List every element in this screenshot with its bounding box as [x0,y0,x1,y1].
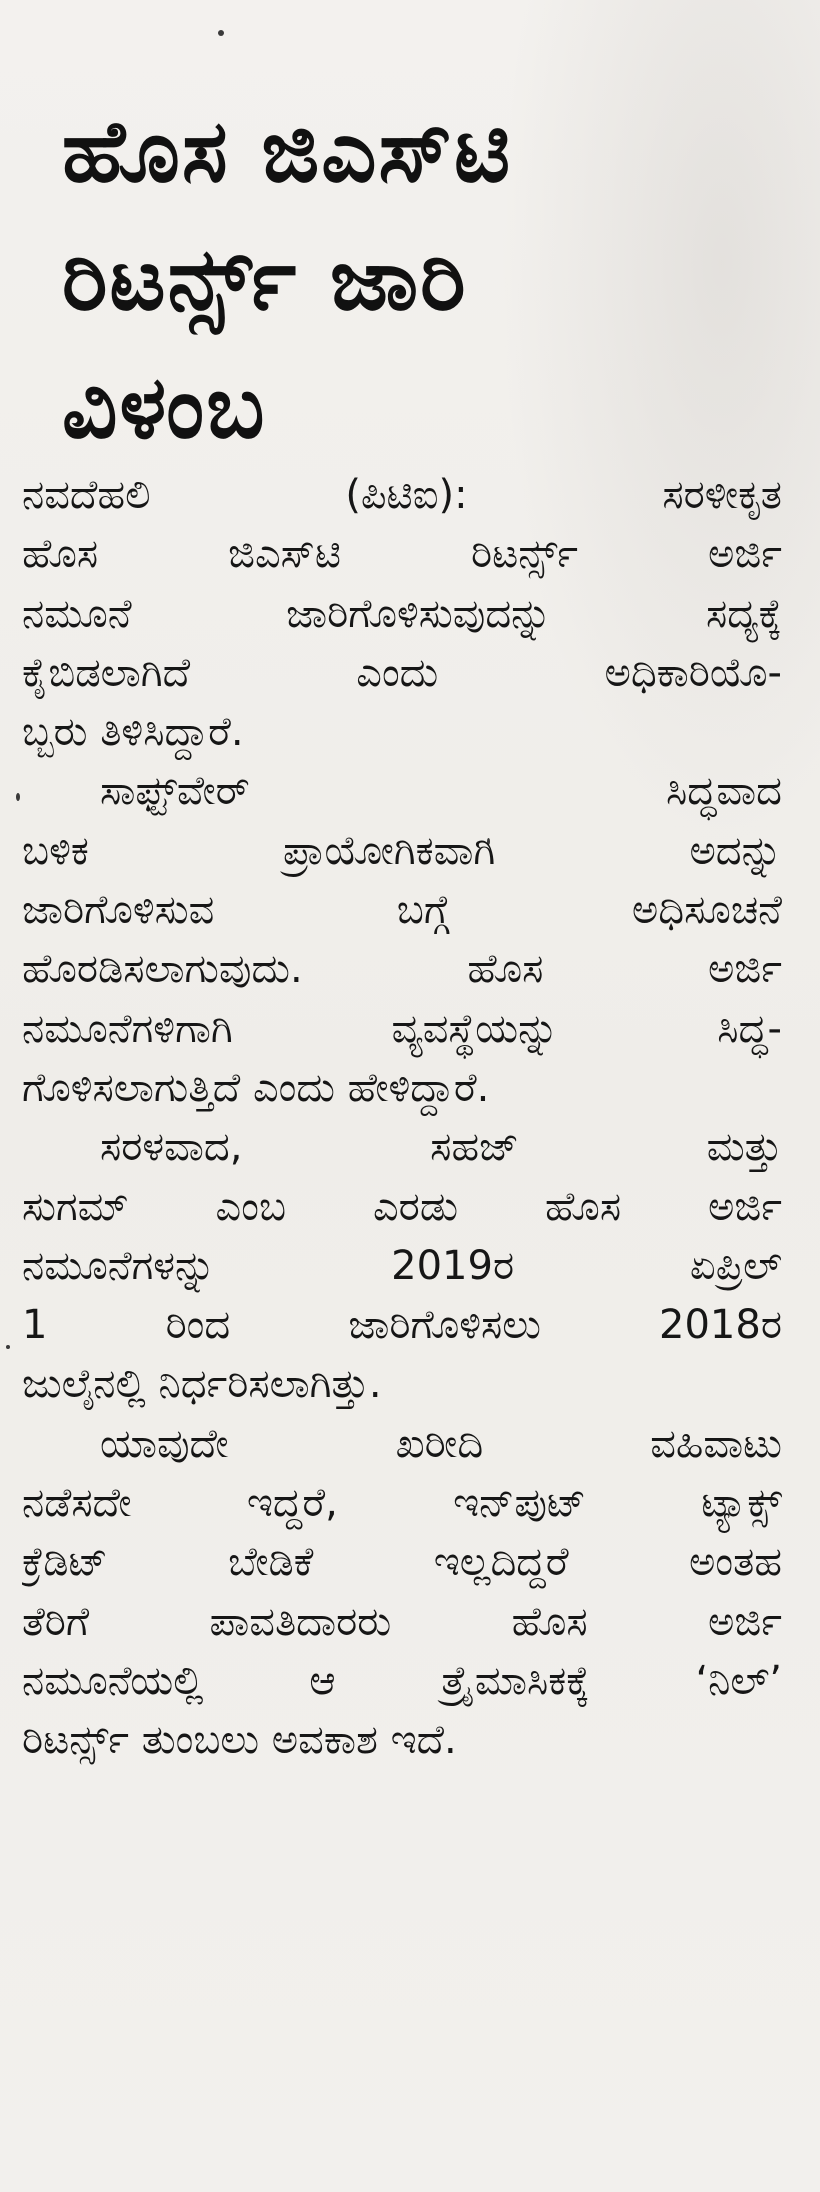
print-speck [6,1345,10,1349]
text-line: ನಮೂನೆಗಳನ್ನು 2019ರ ಏಪ್ರಿಲ್ [22,1242,782,1289]
text-line: ಕೈಬಿಡಲಾಗಿದೆ ಎಂದು ಅಧಿಕಾರಿಯೊ- [22,649,782,696]
text-line: ತೆರಿಗೆ ಪಾವತಿದಾರರು ಹೊಸ ಅರ್ಜಿ [22,1598,782,1645]
text-line: ನಡೆಸದೇ ಇದ್ದರೆ, ಇನ್‌ಪುಟ್ ಟ್ಯಾಕ್ಸ್ [22,1480,782,1527]
text-line: ಯಾವುದೇ ಖರೀದಿ ವಹಿವಾಟು [100,1420,782,1467]
article-paragraph-2 [22,762,782,1118]
text-line: ರಿಟರ್ನ್ಸ್ ತುಂಬಲು ಅವಕಾಶ ಇದೆ. [22,1717,457,1764]
text-line: ಬ್ಬರು ತಿಳಿಸಿದ್ದಾರೆ. [22,709,244,756]
headline-line: ಹೊಸ ಜಿಎಸ್‌ಟಿ [62,102,513,202]
print-speck [16,793,20,801]
article-body [22,466,782,1771]
text-line: 1 ರಿಂದ ಜಾರಿಗೊಳಿಸಲು 2018ರ [22,1302,782,1349]
article-paragraph-4 [22,1415,782,1771]
headline-line: ವಿಳಂಬ [62,358,267,458]
headline [62,88,762,472]
article-paragraph-3 [22,1118,782,1414]
print-speck [218,30,224,36]
text-line: ನಮೂನೆಗಳಿಗಾಗಿ ವ್ಯವಸ್ಥೆಯನ್ನು ಸಿದ್ಧ- [22,1005,782,1052]
text-line: ಹೊರಡಿಸಲಾಗುವುದು. ಹೊಸ ಅರ್ಜಿ [22,946,782,993]
text-line: ನಮೂನೆ ಜಾರಿಗೊಳಿಸುವುದನ್ನು ಸದ್ಯಕ್ಕೆ [22,590,782,637]
text-line: ಹೊಸ ಜಿಎಸ್‌ಟಿ ರಿಟರ್ನ್ಸ್ ಅರ್ಜಿ [22,531,782,578]
text-line: ಕ್ರೆಡಿಟ್ ಬೇಡಿಕೆ ಇಲ್ಲದಿದ್ದರೆ ಅಂತಹ [22,1539,782,1586]
text-line: ಗೊಳಿಸಲಾಗುತ್ತಿದೆ ಎಂದು ಹೇಳಿದ್ದಾರೆ. [22,1064,490,1111]
text-line: ನಮೂನೆಯಲ್ಲಿ ಆ ತ್ರೈಮಾಸಿಕಕ್ಕೆ ‘ನಿಲ್’ [22,1657,782,1704]
article-paragraph-1 [22,466,782,762]
headline-line: ರಿಟರ್ನ್ಸ್ ಜಾರಿ [62,230,468,330]
text-line: ನವದೆಹಲಿ (ಪಿಟಿಐ): ಸರಳೀಕೃತ [22,472,782,518]
text-line: ಸುಗಮ್ ಎಂಬ ಎರಡು ಹೊಸ ಅರ್ಜಿ [22,1183,782,1230]
text-line: ಸಾಫ್ಟ್‌ವೇರ್ ಸಿದ್ಧವಾದ [100,768,782,815]
text-line: ಜುಲೈನಲ್ಲಿ ನಿರ್ಧರಿಸಲಾಗಿತ್ತು. [22,1361,382,1408]
text-line: ಸರಳವಾದ, ಸಹಜ್ ಮತ್ತು [100,1124,782,1171]
text-line: ಬಳಿಕ ಪ್ರಾಯೋಗಿಕವಾಗಿ ಅದನ್ನು [22,827,782,874]
text-line: ಜಾರಿಗೊಳಿಸುವ ಬಗ್ಗೆ ಅಧಿಸೂಚನೆ [22,887,782,934]
